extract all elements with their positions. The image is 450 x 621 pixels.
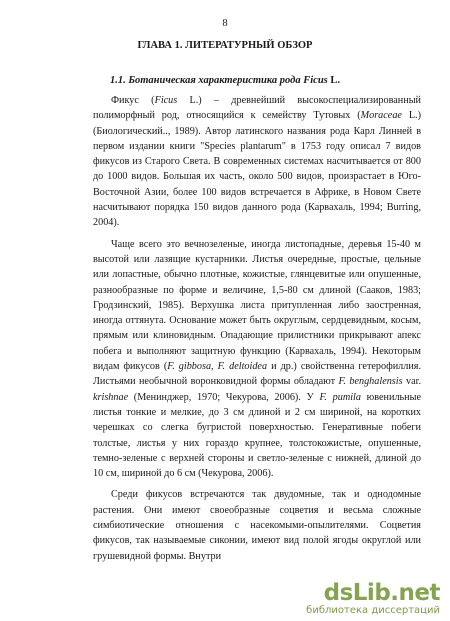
page-number: 8 bbox=[222, 18, 228, 29]
text-run: Среди фикусов встречаются так двудомные, так и однодомные растения. Они имеют своеобразные соцветия и весьма сложные симбиотические отношения с насекомыми-опылителями. Соцветия фикусов, так называемые сиконии, имеют вид полой ягоды округлой или грушевидной формы. Внутри bbox=[93, 489, 421, 562]
text-run: (Менинджер, 1970; Чекурова, 2006). У bbox=[128, 391, 320, 403]
body-text bbox=[93, 93, 421, 564]
text-run: L.) (Биологический.., 1989). Автор латинского названия рода Карл Линней в первом издании книги "Species plantarum" в 1753 году описал 7 видов фикусов из Старого Света. В современных системах насчитывается от 800 до 1000 видов. Большая их часть, около 500 видов, произрастает в Юго-Восточной Азии, более 100 видов встречается в Африке, в Новом Свете насчитывают порядка 150 видов данного рода (Карвахаль, 1994; Burring, 2004). bbox=[93, 110, 421, 229]
italic-run: krishnae bbox=[93, 391, 129, 403]
text-run: L.) – древнейший высокоспециализированный полиморфный род, относящийся к семейству Тутовых ( bbox=[93, 95, 421, 122]
dslib-logo bbox=[290, 577, 440, 617]
section-title-genus: Ficus bbox=[303, 75, 328, 86]
italic-run: Moraceae bbox=[360, 110, 402, 122]
logo-subtitle: библиотека диссертаций bbox=[306, 605, 440, 616]
section-title-text: 1.1. Ботаническая характеристика рода bbox=[109, 75, 304, 86]
text-run: var. bbox=[402, 376, 421, 388]
italic-run: F. pumila bbox=[319, 391, 361, 403]
italic-run: F. benghalensis bbox=[338, 376, 403, 388]
text-run: ювенильные листья тонкие и мелкие, до 3 см длиной и 2 см шириной, на коротких черешках со слегка бугристой поверхностью. Генеративные побеги толстые, листья у них гораздо крупнее, толстокожистые, опушенные, темно-зеленые с верхней стороны и светло-зеленые с нижней, длиной до 10 см, шириной до 6 см (Чекурова, 2006). bbox=[93, 391, 421, 480]
chapter-title: ГЛАВА 1. ЛИТЕРАТУРНЫЙ ОБЗОР bbox=[137, 40, 313, 51]
italic-run: F. deltoidea bbox=[217, 361, 268, 373]
italic-run: F. gibbosa bbox=[167, 361, 212, 373]
section-title-tail: L. bbox=[327, 75, 341, 86]
section-title bbox=[0, 75, 450, 86]
text-run: , bbox=[211, 361, 218, 373]
paragraph-3 bbox=[93, 487, 421, 563]
text-run: и др.) свойственна гетерофиллия. Листьями необычной воронковидной формы обладают bbox=[93, 361, 422, 388]
logo-main-text: dsLib.net bbox=[323, 580, 440, 606]
paragraph-2 bbox=[93, 237, 421, 482]
paragraph-1 bbox=[93, 93, 421, 231]
text-run: Чаще всего это вечнозеленые, иногда листопадные, деревья 15-40 м высотой или лазящие кустарники. Листья очередные, простые, цельные или лопастные, обычно плотные, кожистые, глянцевитые или опушенные, разнообразные по форме и величине, 1,5-80 см длиной (Сааков, 1983; Гродзинский, 1985). Верхушка листа притупленная либо заостренная, иногда оттянута. Основание может быть округлым, сердцевидным, косым, прямым или клиновидным. Опадающие прилистники прикрывают апекс побега и выполняют защитную функцию (Карвахаль, 1994). Некоторым видам фикусов ( bbox=[93, 238, 421, 373]
text-run: Фикус ( bbox=[111, 95, 155, 106]
italic-run: Ficus bbox=[154, 95, 178, 106]
